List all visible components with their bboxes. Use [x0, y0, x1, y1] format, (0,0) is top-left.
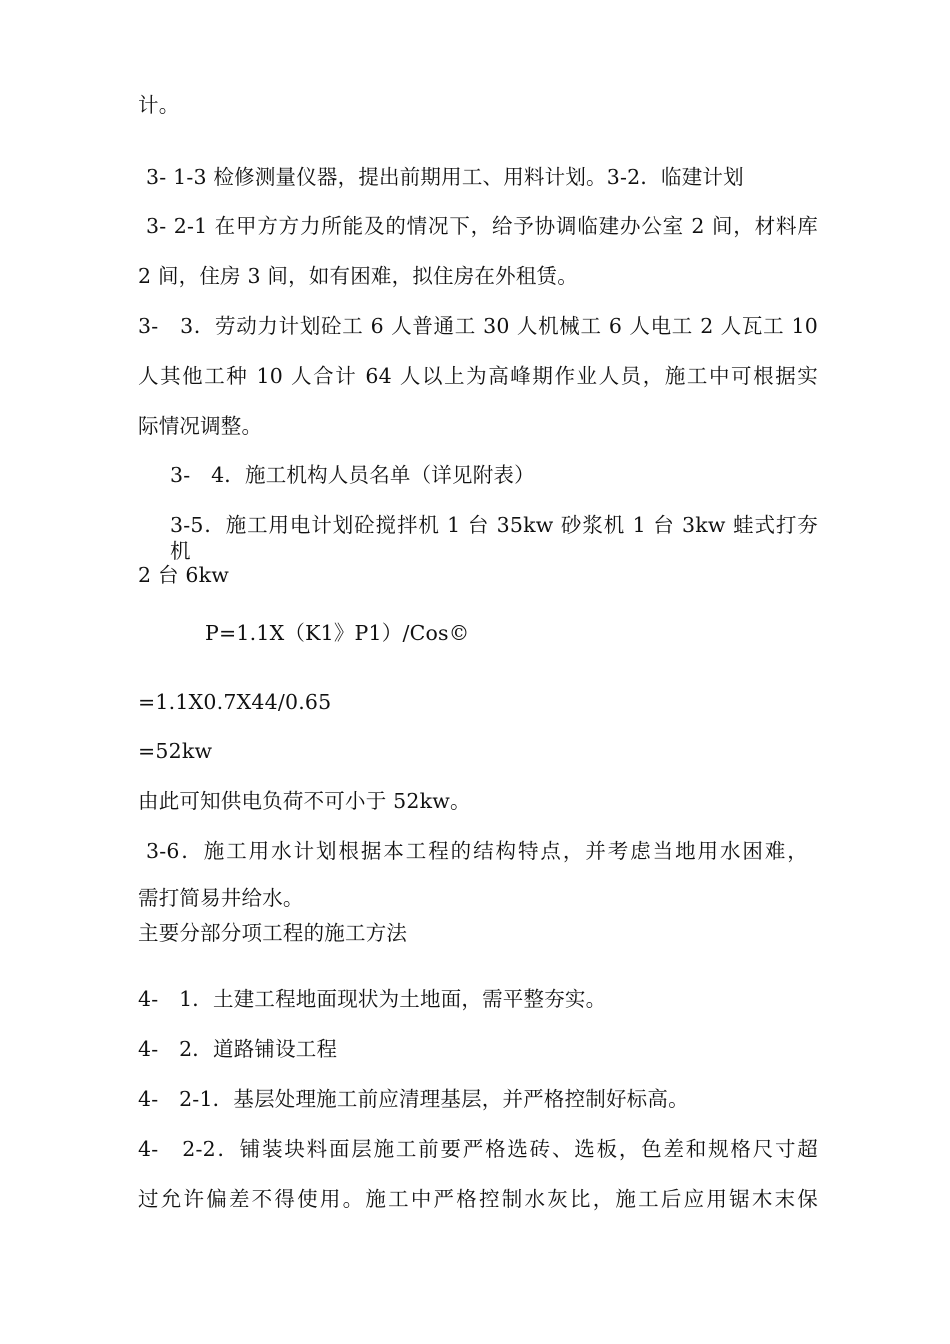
section-heading: 主要分部分项工程的施工方法 — [138, 921, 408, 945]
text-line: 际情况调整。 — [138, 414, 263, 438]
text-line: 2 台 6kw — [138, 563, 229, 587]
formula-line: =52kw — [138, 739, 213, 763]
text-line: 3- 3．劳动力计划砼工 6 人普通工 30 人机械工 6 人电工 2 人瓦工 10 — [138, 314, 818, 338]
text-line: 3- 2-1 在甲方方力所能及的情况下，给予协调临建办公室 2 间，材料库 — [146, 214, 818, 238]
text-line: 4- 2-1．基层处理施工前应清理基层，并严格控制好标高。 — [138, 1087, 689, 1111]
formula-line: =1.1X0.7X44/0.65 — [138, 690, 332, 714]
text-line: 需打简易井给水。 — [138, 886, 304, 910]
text-line: 4- 2-2．铺装块料面层施工前要严格选砖、选板，色差和规格尺寸超 — [138, 1137, 818, 1161]
text-line: 3- 4．施工机构人员名单（详见附表） — [170, 463, 535, 487]
formula-line: P=1.1X（K1》P1）/Cos© — [205, 621, 470, 645]
text-line: 人其他工种 10 人合计 64 人以上为高峰期作业人员，施工中可根据实 — [138, 364, 818, 388]
text-line: 3-5．施工用电计划砼搅拌机 1 台 35kw 砂浆机 1 台 3kw 蛙式打夯机 — [170, 513, 818, 563]
text-line: 计。 — [138, 93, 180, 117]
text-line: 2 间，住房 3 间，如有困难，拟住房在外租赁。 — [138, 264, 578, 288]
text-line: 由此可知供电负荷不可小于 52kw。 — [138, 789, 471, 813]
text-line: 过允许偏差不得使用。施工中严格控制水灰比，施工后应用锯木末保 — [138, 1187, 818, 1211]
text-line: 3-6．施工用水计划根据本工程的结构特点，并考虑当地用水困难， — [146, 839, 808, 863]
text-line: 4- 2．道路铺设工程 — [138, 1037, 338, 1061]
text-line: 4- 1．土建工程地面现状为土地面，需平整夯实。 — [138, 987, 607, 1011]
text-line: 3- 1-3 检修测量仪器，提出前期用工、用料计划。3-2．临建计划 — [146, 165, 744, 189]
